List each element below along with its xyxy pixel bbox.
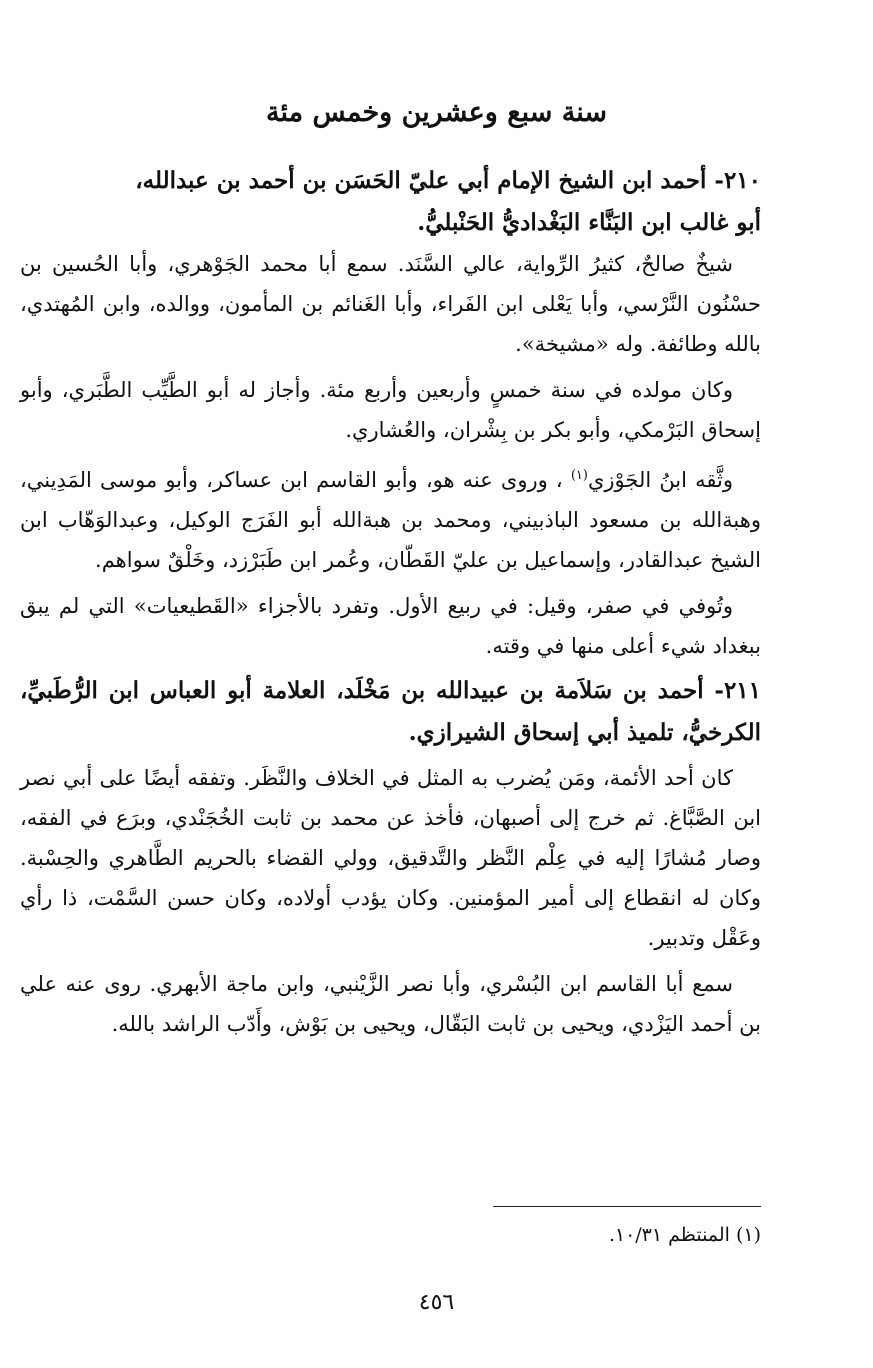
entry-210-p3-start: وثَّقه ابنُ الجَوْزي (587, 468, 733, 492)
entry-210-paragraph-1: شيخٌ صالحٌ، كثيرُ الرِّواية، عالي السَّنَد. سمع أبا محمد الجَوْهري، وأبا الحُسين بن حسْنُون النَّرْسي، وأبا يَعْلى ابن الفَراء، وأبا الغَنائم بن المأمون، ووالده، وابن المُهتدي، بالله وطائفة. وله «مشيخة». (20, 252, 761, 356)
entry-210-paragraph-2: وكان مولده في سنة خمسٍ وأربعين وأربع مئة. وأجاز له أبو الطَّيِّب الطَّبَري، وأبو إسحاق البَرْمكي، وأبو بكر بن بِشْران، والعُشاري. (20, 378, 761, 442)
entry-211-paragraph-1: كان أحد الأئمة، ومَن يُضرب به المثل في الخلاف والنَّظَر. وتفقه أيضًا على أبي نصر ابن الصَّبَّاغ. ثم خرج إلى أصبهان، فأخذ عن محمد بن ثابت الخُجَنْدي، وبرَع في الفقه، وصار مُشارًا إليه في عِلْم النَّظر والتَّدقيق، وولي القضاء بالحريم الطَّاهري والحِسْبة. وكان له انقطاع إلى أمير المؤمنين. وكان يؤدب أولاده، وكان حسن السَّمْت، ذا رأي وعَقْل وتدبير. (20, 766, 761, 950)
entry-210-p3-rest: ، وروى عنه هو، وأبو القاسم ابن عساكر، وأبو موسى المَدِيني، وهبةالله بن مسعود الباذبيني، ومحمد بن هبةالله أبو الفَرَج الوكيل، وعبدالوَهّاب ابن الشيخ عبدالقادر، وإسماعيل بن عليّ القَطّان، وعُمر ابن طَبَرْزد، وخَلْقٌ سواهم. (20, 468, 761, 572)
footnote-marker: (١) (570, 468, 588, 483)
entry-211-heading: ٢١١- أحمد بن سَلاَمة بن عبيدالله بن مَخْلَد، العلامة أبو العباس ابن الرُّطَبيِّ، الكرخيُّ، تلميذ أبي إسحاق الشيرازي. (20, 677, 761, 746)
page-number: ٤٥٦ (418, 1290, 455, 1315)
entry-211-paragraph-2: سمع أبا القاسم ابن البُسْري، وأبا نصر الزَّيْنبي، وابن ماجة الأبهري. روى عنه علي بن أحمد اليَزْدي، ويحيى بن ثابت البَقّال، ويحيى بن بَوْش، وأَدّب الراشد بالله. (20, 972, 761, 1036)
year-heading: سنة سبع وعشرين وخمس مئة (265, 97, 608, 128)
footnote-separator (493, 1206, 761, 1207)
footnote: (١) المنتظم ١٠/٣١. (608, 1224, 761, 1246)
entry-210-paragraph-4: وتُوفي في صفر، وقيل: في ربيع الأول. وتفرد بالأجزاء «القَطيعيات» التي لم يبق ببغداد شيء أعلى منها في وقته. (20, 594, 761, 658)
entry-210-heading-line2: أبو غالب ابن البَنَّاء البَغْداديُّ الحَنْبليُّ. (417, 209, 761, 236)
entry-210-paragraph-3 (20, 456, 761, 580)
entry-210-heading-line1: ٢١٠- أحمد ابن الشيخ الإمام أبي عليّ الحَسَن بن أحمد بن عبدالله، (135, 167, 761, 194)
entry-210-heading (20, 160, 761, 244)
entry-210 (20, 160, 873, 1044)
